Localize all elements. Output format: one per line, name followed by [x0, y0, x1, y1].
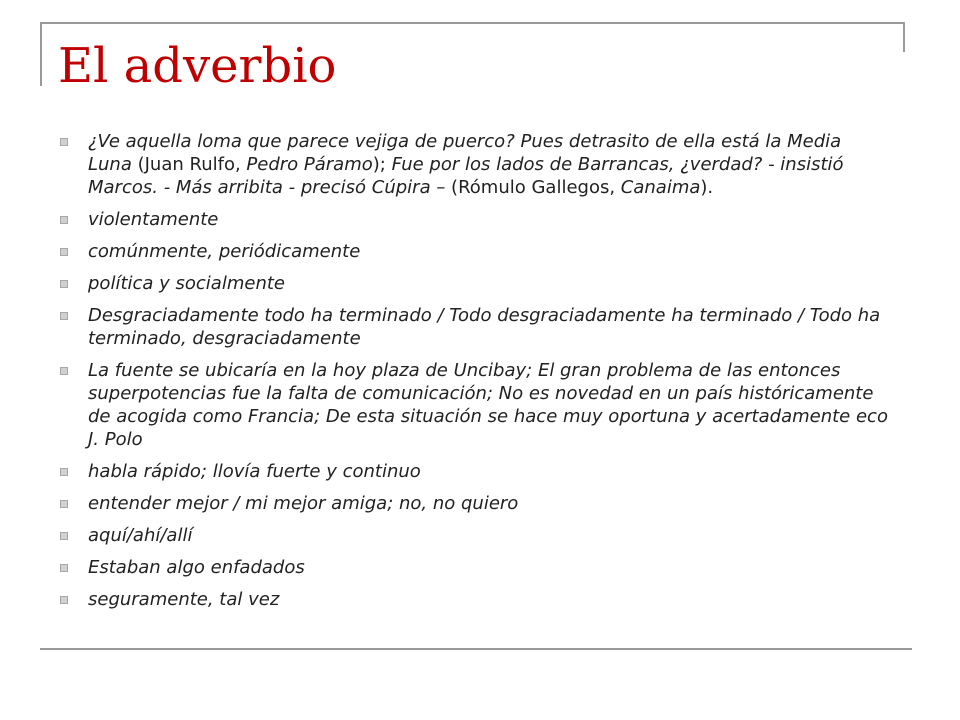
bullet-item [58, 272, 888, 295]
bullet-square-icon [60, 248, 68, 256]
slide-title: El adverbio [58, 38, 337, 94]
frame-bottom-line [40, 648, 912, 650]
frame-right-line [903, 22, 905, 52]
bullet-square-icon [60, 596, 68, 604]
bullet-square-icon [60, 312, 68, 320]
bullet-item [58, 304, 888, 350]
bullet-item [58, 524, 888, 547]
bullet-text-segment: violentamente [88, 209, 219, 230]
bullet-item [58, 588, 888, 611]
bullet-text-segment: ¿Ve aquella loma que parece vejiga de puerco? Pues detrasito de ella está la Media Luna [88, 131, 842, 175]
bullet-text-segment: seguramente, tal vez [88, 589, 280, 610]
frame-left-line [40, 22, 42, 86]
bullet-item [58, 208, 888, 231]
bullet-item [58, 460, 888, 483]
bullet-text-segment: Canaima [620, 177, 701, 198]
bullet-item [58, 492, 888, 515]
bullet-square-icon [60, 532, 68, 540]
bullet-item [58, 359, 888, 451]
bullet-text-segment: ); [372, 154, 392, 175]
bullet-text-segment: aquí/ahí/allí [88, 525, 193, 546]
bullet-text-segment: entender mejor / mi mejor amiga; no, no quiero [88, 493, 519, 514]
bullet-text-segment: Pedro Páramo [246, 154, 373, 175]
bullet-item [58, 240, 888, 263]
bullet-square-icon [60, 468, 68, 476]
bullet-text-segment: (Rómulo Gallegos, [445, 177, 621, 198]
bullet-text-segment: ). [700, 177, 714, 198]
bullet-text-segment: comúnmente, periódicamente [88, 241, 361, 262]
bullet-list [58, 130, 888, 620]
bullet-text-segment: habla rápido; llovía fuerte y continuo [88, 461, 421, 482]
bullet-item [58, 130, 888, 199]
bullet-square-icon [60, 138, 68, 146]
bullet-square-icon [60, 280, 68, 288]
bullet-square-icon [60, 216, 68, 224]
bullet-text-segment: política y socialmente [88, 273, 285, 294]
bullet-text-segment: Desgraciadamente todo ha terminado / Todo desgraciadamente ha terminado / Todo ha terminado, desgraciadamente [88, 305, 881, 349]
bullet-text-segment: Fue por los lados de Barrancas, ¿verdad? - insistió Marcos. - Más arribita - precisó Cúpira – [88, 154, 844, 198]
frame-top-line [40, 22, 905, 24]
bullet-text-segment: Estaban algo enfadados [88, 557, 305, 578]
bullet-text-segment: La fuente se ubicaría en la hoy plaza de Uncibay; El gran problema de las entonces superpotencias fue la falta de comunicación; No es novedad en un país históricamente de acogida como Francia; De esta situación se hace muy oportuna y acertadamente eco J. Polo [88, 360, 888, 450]
bullet-item [58, 556, 888, 579]
bullet-square-icon [60, 500, 68, 508]
bullet-square-icon [60, 564, 68, 572]
bullet-text-segment: (Juan Rulfo, [131, 154, 247, 175]
bullet-square-icon [60, 367, 68, 375]
